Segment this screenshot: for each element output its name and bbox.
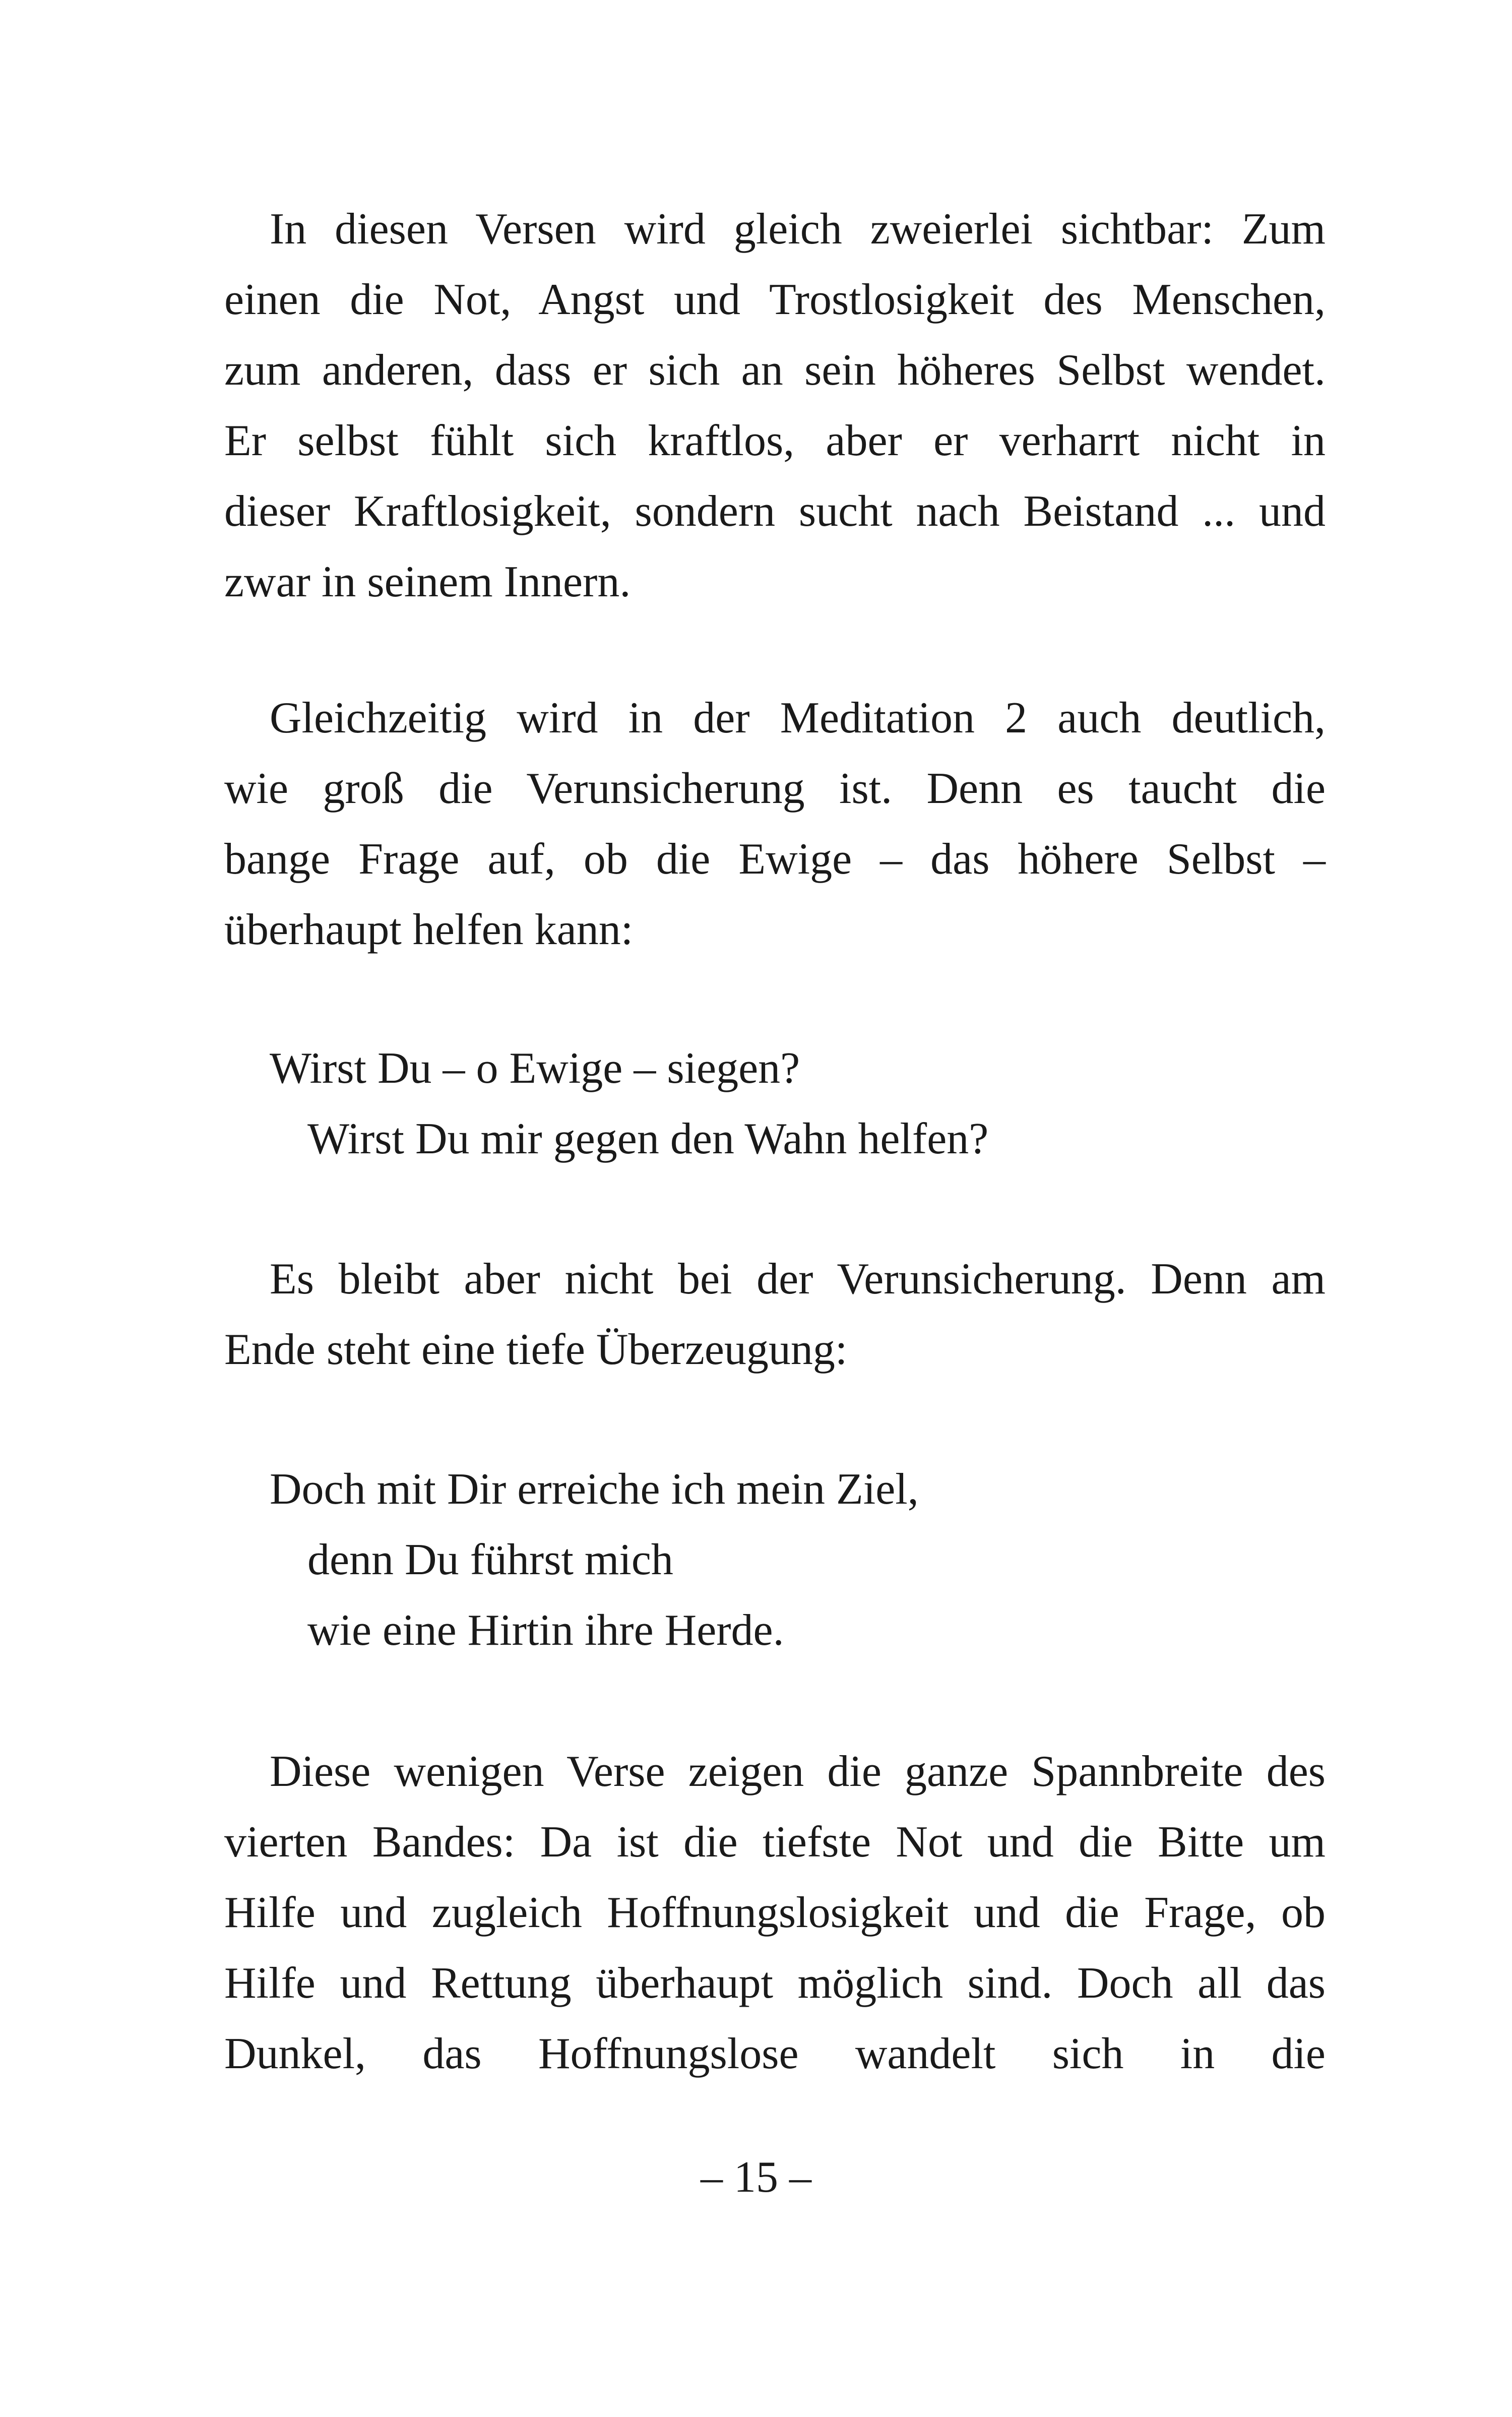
text-line: vierten Bandes: Da ist die tiefste Not und die Bitte um: [224, 1818, 1326, 1867]
verse-quote-1: [270, 1033, 988, 1174]
text-line: bange Frage auf, ob die Ewige – das höhere Selbst –: [224, 835, 1326, 884]
verse-line: denn Du führst mich: [307, 1535, 673, 1584]
text-line: Ende steht eine tiefe Überzeugung:: [224, 1325, 848, 1374]
text-line: überhaupt helfen kann:: [224, 905, 634, 954]
text-line: Es bleibt aber nicht bei der Verunsicherung. Denn am: [270, 1255, 1326, 1304]
paragraph-3: [224, 1244, 1326, 1385]
page-number: – 15 –: [701, 2153, 811, 2202]
verse-line: Doch mit Dir erreiche ich mein Ziel,: [270, 1465, 919, 1514]
text-line: zwar in seinem Innern.: [224, 557, 631, 606]
verse-line: Wirst Du – o Ewige – siegen?: [270, 1044, 800, 1093]
text-line: Er selbst fühlt sich kraftlos, aber er verharrt nicht in: [224, 416, 1326, 465]
text-line: einen die Not, Angst und Trostlosigkeit des Menschen,: [224, 275, 1326, 324]
verse-line: wie eine Hirtin ihre Herde.: [307, 1606, 784, 1655]
verse-line: Wirst Du mir gegen den Wahn helfen?: [307, 1114, 989, 1163]
paragraph-2: [224, 683, 1326, 965]
paragraph-4: [224, 1737, 1326, 2089]
text-line: dieser Kraftlosigkeit, sondern sucht nach Beistand ... und: [224, 487, 1326, 536]
verse-quote-2: [270, 1454, 919, 1666]
text-line: In diesen Versen wird gleich zweierlei sichtbar: Zum: [270, 205, 1326, 254]
paragraph-1: [224, 194, 1326, 617]
text-line: Gleichzeitig wird in der Meditation 2 auch deutlich,: [270, 694, 1326, 742]
text-line: Hilfe und Rettung überhaupt möglich sind. Doch all das: [224, 1959, 1326, 2008]
text-line: zum anderen, dass er sich an sein höheres Selbst wendet.: [224, 346, 1326, 395]
text-line: Diese wenigen Verse zeigen die ganze Spannbreite des: [270, 1747, 1326, 1796]
text-line: Hilfe und zugleich Hoffnungslosigkeit und die Frage, ob: [224, 1888, 1326, 1937]
text-line: wie groß die Verunsicherung ist. Denn es taucht die: [224, 764, 1326, 813]
text-line: Dunkel, das Hoffnungslose wandelt sich in die: [224, 2029, 1326, 2078]
